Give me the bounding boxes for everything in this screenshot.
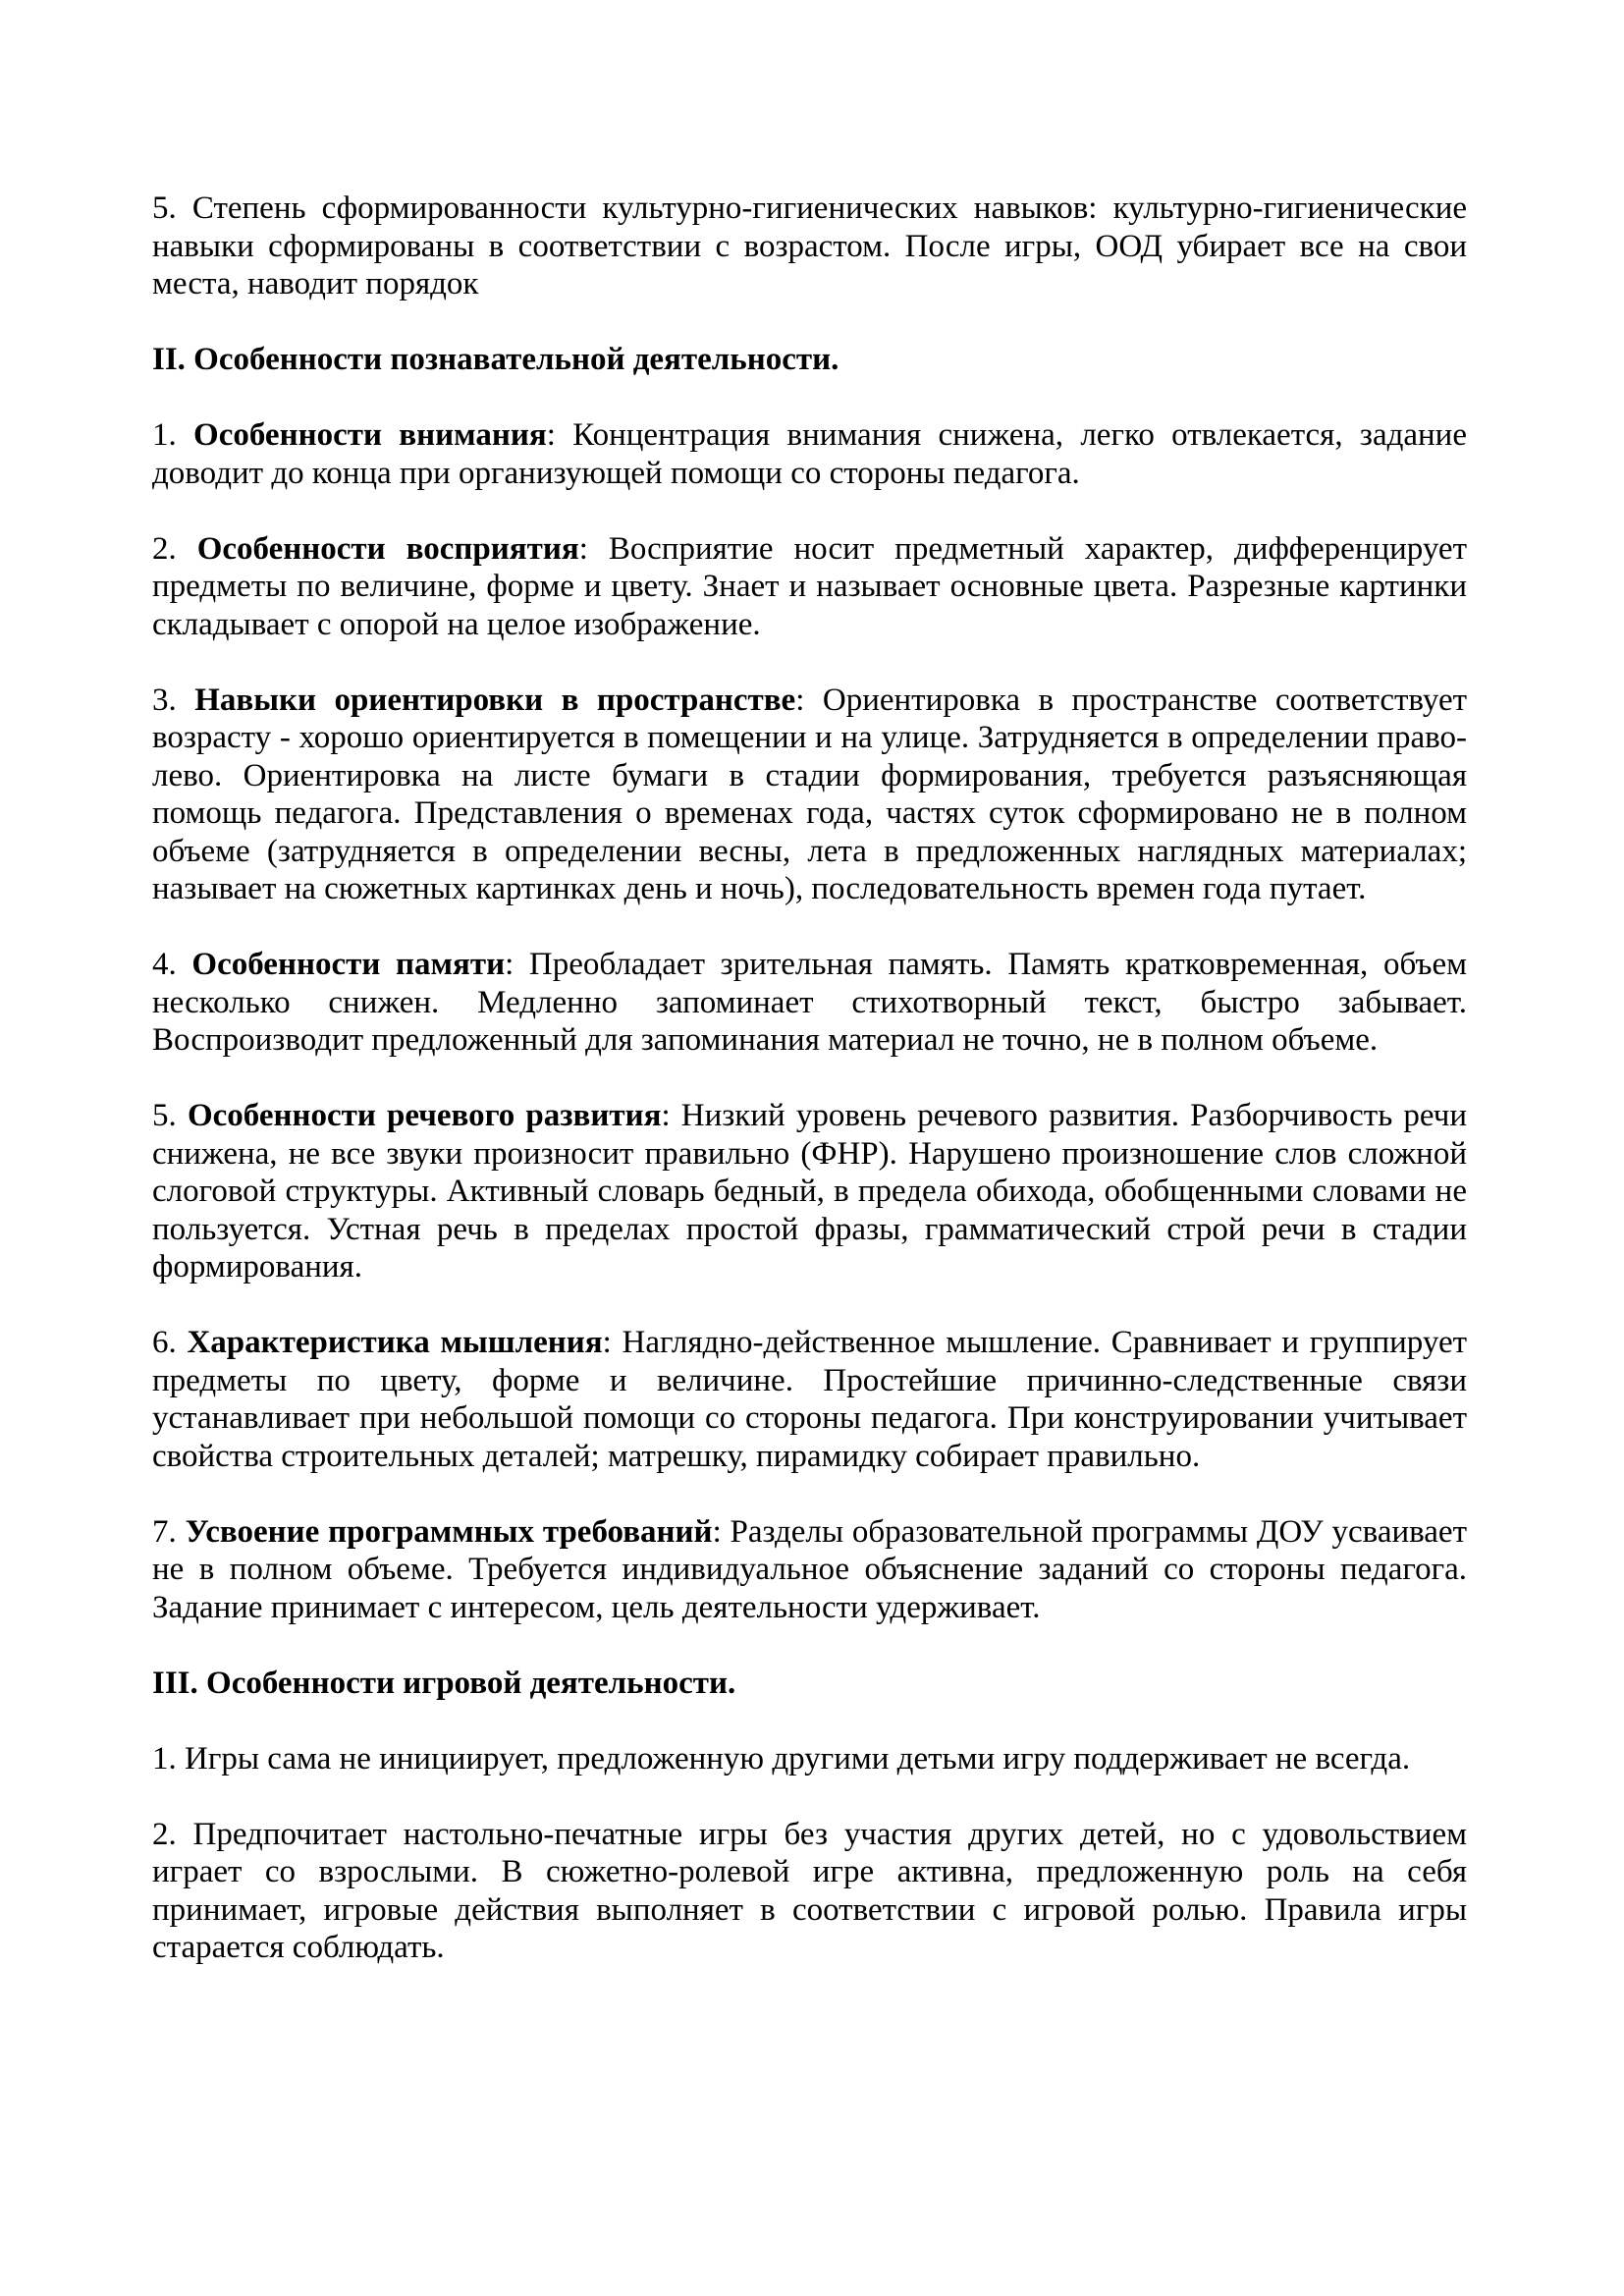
para-number: 2. [152,530,197,567]
para-perception [152,530,1467,644]
para-number: 5. [152,191,192,226]
para-board-games [152,1816,1467,1967]
para-body-text: : Концентрация внимания снижена, легко отвлекается, задание доводит до конца при организующей помощи со стороны педагога. [152,417,1467,491]
para-term: Характеристика мышления [187,1325,603,1360]
para-body-text: Игры сама не инициирует, предложенную другими детьми игру поддерживает не всегда. [185,1740,1411,1777]
para-number: 1. [152,1740,185,1777]
para-body-text: : Преобладает зрительная память. Память кратковременная, объем несколько снижен. Медленно запоминает стихотворный текст, быстро забывает. Воспроизводит предложенный для запоминания материал не точно, не в полном объеме. [152,947,1468,1058]
para-term: Навыки ориентировки в пространстве [194,682,796,718]
para-attention [152,416,1467,492]
para-play-initiation [152,1740,1467,1778]
para-body-text: : Низкий уровень речевого развития. Разборчивость речи снижена, не все звуки произносит правильно (ФНР). Нарушено произношение слов сложной слоговой структуры. Активный словарь бедный, в предела обихода, обобщенными словами не пользуется. Устная речь в пределах простой фразы, грамматический строй речи в стадии формирования. [152,1098,1467,1285]
para-thinking [152,1324,1467,1475]
para-body-text: : Наглядно-действенное мышление. Сравнивает и группирует предметы по цвету, форме и величине. Простейшие причинно-следственные связи устанавливает при небольшой помощи со стороны педагога. При конструировании учитывает свойства строительных деталей; матрешку, пирамидку собирает правильно. [152,1325,1468,1474]
para-number: 4. [152,947,192,982]
section-heading-cognitive-activity [152,341,1467,379]
para-program-requirements [152,1513,1467,1627]
para-number: 7. [152,1513,186,1550]
para-body-text: Предпочитает настольно-печатные игры без участия других детей, но с удовольствием играет со взрослыми. В сюжетно-ролевой игре активна, предложенную роль на себя принимает, игровые действия выполняет в соответствии с игровой ролью. Правила игры старается соблюдать. [152,1816,1467,1965]
para-number: 5. [152,1098,188,1133]
para-body-text: Степень сформированности культурно-гигиенических навыков: культурно-гигиенические навыки сформированы в соответствии с возрастом. После игры, ООД убирает все на свои места, наводит порядок [152,191,1468,301]
para-hygiene-skills [152,190,1467,303]
para-body-text: : Восприятие носит предметный характер, дифференцирует предметы по величине, форме и цвету. Знает и называет основные цвета. Разрезные картинки складывает с опорой на целое изображение. [152,530,1468,642]
para-number: 3. [152,682,195,718]
para-term: Особенности речевого развития [187,1098,662,1133]
para-body-text: : Разделы образовательной программы ДОУ усваивает не в полном объеме. Требуется индивидуальное объяснение заданий со стороны педагога. Задание принимает с интересом, цель деятельности удерживает. [152,1513,1468,1625]
para-term: Усвоение программных требований [185,1513,713,1550]
para-body-text: : Ориентировка в пространстве соответствует возрасту - хорошо ориентируется в помещении и на улице. Затрудняется в определении право-лево. Ориентировка на листе бумаги в стадии формирования, требуется разъясняющая помощь педагога. Представления о временах года, частях суток сформировано не в полном объеме (затрудняется в определении весны, лета в предложенных наглядных материалах; называет на сюжетных картинках день и ночь), последовательность времен года путает. [152,682,1468,906]
para-number: 6. [152,1325,188,1360]
para-term: Особенности внимания [193,417,547,453]
para-term: Особенности восприятия [196,530,579,567]
para-term: Особенности памяти [191,947,506,982]
para-spatial-orientation [152,682,1467,908]
section-heading-play-activity [152,1665,1467,1703]
para-number: 2. [152,1816,193,1852]
heading-text: III. Особенности игровой деятельности. [152,1665,736,1701]
heading-text: II. Особенности познавательной деятельности. [152,342,839,377]
para-memory [152,946,1467,1060]
para-number: 1. [152,417,194,453]
para-speech-development [152,1097,1467,1286]
